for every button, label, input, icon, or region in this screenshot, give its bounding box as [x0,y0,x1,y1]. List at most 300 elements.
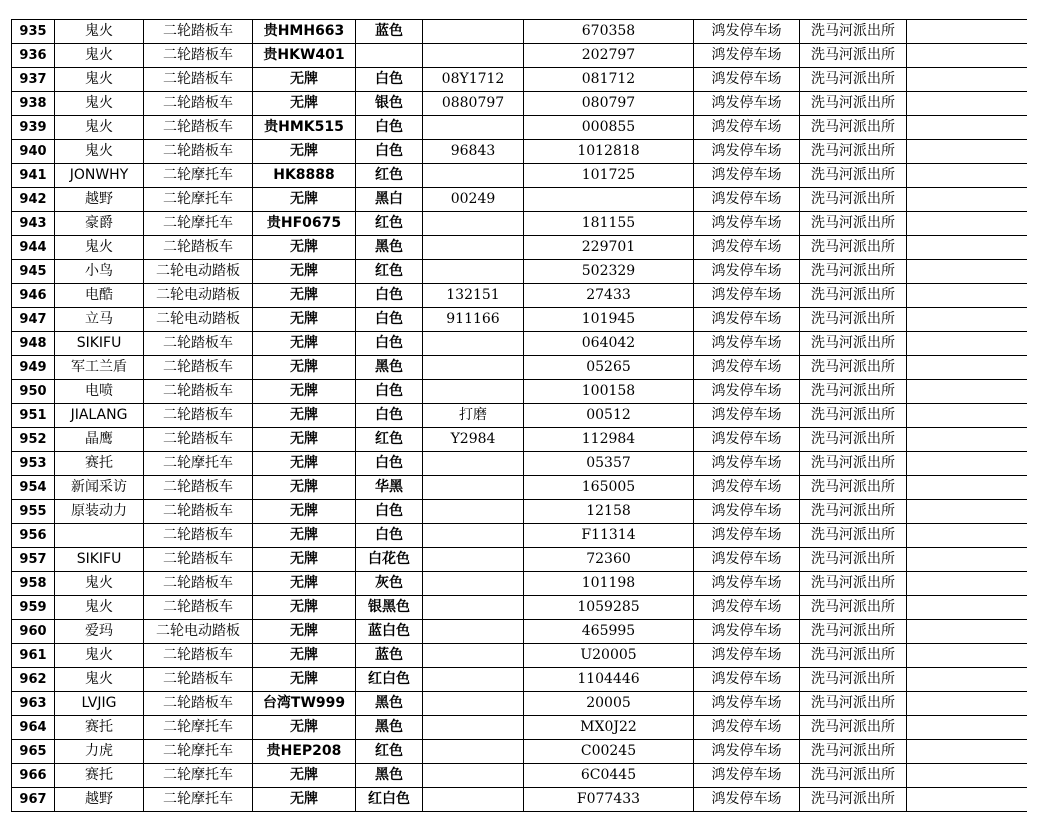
vehicle-type-cell: 二轮踏板车 [144,596,253,620]
table-row [12,44,1027,68]
engine-number-cell [423,116,524,140]
frame-number-cell: 12158 [524,500,694,524]
row-number: 946 [12,284,55,308]
plate-number-cell: 无牌 [253,764,356,788]
row-number: 961 [12,644,55,668]
brand-cell: 爱玛 [55,620,144,644]
row-number: 952 [12,428,55,452]
brand-cell: JIALANG [55,404,144,428]
police-station-cell: 洗马河派出所 [800,548,907,572]
engine-number-cell [423,236,524,260]
plate-number-cell: 台湾TW999 [253,692,356,716]
vehicle-type-cell: 二轮摩托车 [144,164,253,188]
row-number: 949 [12,356,55,380]
brand-cell: 晶鹰 [55,428,144,452]
vehicle-table [11,19,1027,812]
vehicle-type-cell: 二轮踏板车 [144,692,253,716]
frame-number-cell: MX0J22 [524,716,694,740]
table-row [12,116,1027,140]
parking-lot-cell: 鸿发停车场 [694,356,800,380]
plate-number-cell: 无牌 [253,92,356,116]
police-station-cell: 洗马河派出所 [800,332,907,356]
brand-cell: 鬼火 [55,44,144,68]
engine-number-cell [423,668,524,692]
police-station-cell: 洗马河派出所 [800,740,907,764]
police-station-cell: 洗马河派出所 [800,524,907,548]
brand-cell: 小鸟 [55,260,144,284]
brand-cell: 鬼火 [55,644,144,668]
engine-number-cell: 08Y1712 [423,68,524,92]
row-number: 955 [12,500,55,524]
brand-cell: 电喷 [55,380,144,404]
table-row [12,260,1027,284]
table-row [12,740,1027,764]
table-row [12,500,1027,524]
parking-lot-cell: 鸿发停车场 [694,380,800,404]
parking-lot-cell: 鸿发停车场 [694,476,800,500]
table-row [12,404,1027,428]
empty-cell [907,284,1027,308]
engine-number-cell [423,452,524,476]
plate-number-cell: 无牌 [253,572,356,596]
empty-cell [907,476,1027,500]
table-row [12,452,1027,476]
row-number: 951 [12,404,55,428]
color-cell: 黑色 [356,692,423,716]
police-station-cell: 洗马河派出所 [800,620,907,644]
empty-cell [907,716,1027,740]
police-station-cell: 洗马河派出所 [800,788,907,812]
brand-cell: SIKIFU [55,332,144,356]
empty-cell [907,644,1027,668]
parking-lot-cell: 鸿发停车场 [694,428,800,452]
police-station-cell: 洗马河派出所 [800,92,907,116]
table-row [12,92,1027,116]
engine-number-cell [423,572,524,596]
police-station-cell: 洗马河派出所 [800,212,907,236]
parking-lot-cell: 鸿发停车场 [694,92,800,116]
frame-number-cell: 1012818 [524,140,694,164]
police-station-cell: 洗马河派出所 [800,116,907,140]
police-station-cell: 洗马河派出所 [800,764,907,788]
engine-number-cell: 00249 [423,188,524,212]
empty-cell [907,188,1027,212]
vehicle-type-cell: 二轮踏板车 [144,548,253,572]
color-cell: 白色 [356,332,423,356]
color-cell: 白色 [356,140,423,164]
police-station-cell: 洗马河派出所 [800,644,907,668]
parking-lot-cell: 鸿发停车场 [694,260,800,284]
vehicle-type-cell: 二轮电动踏板 [144,284,253,308]
empty-cell [907,164,1027,188]
color-cell: 黑色 [356,236,423,260]
row-number: 957 [12,548,55,572]
empty-cell [907,44,1027,68]
plate-number-cell: 无牌 [253,68,356,92]
plate-number-cell: 无牌 [253,644,356,668]
plate-number-cell: 无牌 [253,188,356,212]
brand-cell: 越野 [55,788,144,812]
parking-lot-cell: 鸿发停车场 [694,692,800,716]
color-cell: 黑色 [356,356,423,380]
brand-cell [55,524,144,548]
empty-cell [907,92,1027,116]
police-station-cell: 洗马河派出所 [800,260,907,284]
frame-number-cell: 181155 [524,212,694,236]
brand-cell: 赛托 [55,764,144,788]
empty-cell [907,116,1027,140]
row-number: 954 [12,476,55,500]
row-number: 947 [12,308,55,332]
police-station-cell: 洗马河派出所 [800,404,907,428]
brand-cell: 赛托 [55,452,144,476]
color-cell: 红色 [356,260,423,284]
plate-number-cell: 无牌 [253,596,356,620]
plate-number-cell: 无牌 [253,476,356,500]
table-row [12,764,1027,788]
empty-cell [907,68,1027,92]
table-row [12,20,1027,44]
row-number: 938 [12,92,55,116]
police-station-cell: 洗马河派出所 [800,452,907,476]
brand-cell: 鬼火 [55,572,144,596]
plate-number-cell: 无牌 [253,500,356,524]
brand-cell: 鬼火 [55,92,144,116]
engine-number-cell [423,212,524,236]
color-cell: 蓝白色 [356,620,423,644]
frame-number-cell: 6C0445 [524,764,694,788]
plate-number-cell: 无牌 [253,404,356,428]
police-station-cell: 洗马河派出所 [800,140,907,164]
police-station-cell: 洗马河派出所 [800,500,907,524]
engine-number-cell [423,548,524,572]
color-cell: 银色 [356,92,423,116]
empty-cell [907,572,1027,596]
frame-number-cell: 081712 [524,68,694,92]
vehicle-type-cell: 二轮踏板车 [144,44,253,68]
vehicle-type-cell: 二轮踏板车 [144,380,253,404]
brand-cell: 新闻采访 [55,476,144,500]
row-number: 958 [12,572,55,596]
table-row [12,572,1027,596]
parking-lot-cell: 鸿发停车场 [694,68,800,92]
vehicle-type-cell: 二轮踏板车 [144,332,253,356]
color-cell: 红色 [356,428,423,452]
parking-lot-cell: 鸿发停车场 [694,548,800,572]
vehicle-type-cell: 二轮摩托车 [144,716,253,740]
color-cell: 黑色 [356,764,423,788]
row-number: 967 [12,788,55,812]
row-number: 942 [12,188,55,212]
vehicle-type-cell: 二轮踏板车 [144,140,253,164]
table-row [12,620,1027,644]
engine-number-cell [423,716,524,740]
frame-number-cell: 27433 [524,284,694,308]
engine-number-cell [423,740,524,764]
color-cell: 白色 [356,404,423,428]
frame-number-cell: 000855 [524,116,694,140]
frame-number-cell: 05357 [524,452,694,476]
row-number: 953 [12,452,55,476]
parking-lot-cell: 鸿发停车场 [694,236,800,260]
color-cell: 白色 [356,116,423,140]
engine-number-cell [423,644,524,668]
color-cell: 红白色 [356,668,423,692]
engine-number-cell [423,44,524,68]
row-number: 950 [12,380,55,404]
vehicle-type-cell: 二轮踏板车 [144,644,253,668]
color-cell: 银黑色 [356,596,423,620]
frame-number-cell: 00512 [524,404,694,428]
parking-lot-cell: 鸿发停车场 [694,572,800,596]
row-number: 965 [12,740,55,764]
engine-number-cell: 打磨 [423,404,524,428]
plate-number-cell: 无牌 [253,332,356,356]
color-cell: 白色 [356,524,423,548]
empty-cell [907,620,1027,644]
vehicle-type-cell: 二轮摩托车 [144,764,253,788]
parking-lot-cell: 鸿发停车场 [694,308,800,332]
frame-number-cell: U20005 [524,644,694,668]
frame-number-cell: 101945 [524,308,694,332]
plate-number-cell: 无牌 [253,548,356,572]
empty-cell [907,740,1027,764]
brand-cell: 鬼火 [55,236,144,260]
empty-cell [907,548,1027,572]
row-number: 948 [12,332,55,356]
police-station-cell: 洗马河派出所 [800,68,907,92]
brand-cell: 电酷 [55,284,144,308]
row-number: 966 [12,764,55,788]
parking-lot-cell: 鸿发停车场 [694,212,800,236]
vehicle-type-cell: 二轮电动踏板 [144,620,253,644]
vehicle-type-cell: 二轮摩托车 [144,188,253,212]
color-cell: 蓝色 [356,644,423,668]
parking-lot-cell: 鸿发停车场 [694,740,800,764]
empty-cell [907,260,1027,284]
police-station-cell: 洗马河派出所 [800,284,907,308]
parking-lot-cell: 鸿发停车场 [694,788,800,812]
brand-cell: LVJIG [55,692,144,716]
frame-number-cell: 165005 [524,476,694,500]
row-number: 959 [12,596,55,620]
row-number: 944 [12,236,55,260]
vehicle-type-cell: 二轮踏板车 [144,668,253,692]
table-row [12,236,1027,260]
parking-lot-cell: 鸿发停车场 [694,188,800,212]
empty-cell [907,500,1027,524]
frame-number-cell: 72360 [524,548,694,572]
empty-cell [907,788,1027,812]
police-station-cell: 洗马河派出所 [800,236,907,260]
engine-number-cell [423,20,524,44]
plate-number-cell: 无牌 [253,284,356,308]
frame-number-cell: 465995 [524,620,694,644]
color-cell [356,44,423,68]
vehicle-type-cell: 二轮踏板车 [144,236,253,260]
brand-cell: 豪爵 [55,212,144,236]
color-cell: 白色 [356,68,423,92]
vehicle-type-cell: 二轮踏板车 [144,476,253,500]
frame-number-cell: 064042 [524,332,694,356]
engine-number-cell: Y2984 [423,428,524,452]
frame-number-cell: 229701 [524,236,694,260]
plate-number-cell: 贵HMH663 [253,20,356,44]
frame-number-cell: 20005 [524,692,694,716]
row-number: 937 [12,68,55,92]
frame-number-cell [524,188,694,212]
row-number: 939 [12,116,55,140]
empty-cell [907,380,1027,404]
parking-lot-cell: 鸿发停车场 [694,644,800,668]
table-row [12,596,1027,620]
parking-lot-cell: 鸿发停车场 [694,500,800,524]
police-station-cell: 洗马河派出所 [800,476,907,500]
row-number: 960 [12,620,55,644]
engine-number-cell [423,476,524,500]
empty-cell [907,428,1027,452]
color-cell: 红色 [356,164,423,188]
table-row [12,788,1027,812]
engine-number-cell [423,164,524,188]
frame-number-cell: 1104446 [524,668,694,692]
police-station-cell: 洗马河派出所 [800,692,907,716]
table-row [12,644,1027,668]
parking-lot-cell: 鸿发停车场 [694,44,800,68]
color-cell: 白色 [356,380,423,404]
parking-lot-cell: 鸿发停车场 [694,164,800,188]
brand-cell: 鬼火 [55,20,144,44]
engine-number-cell: 0880797 [423,92,524,116]
empty-cell [907,356,1027,380]
vehicle-type-cell: 二轮踏板车 [144,428,253,452]
table-row [12,476,1027,500]
row-number: 945 [12,260,55,284]
frame-number-cell: F11314 [524,524,694,548]
vehicle-type-cell: 二轮摩托车 [144,452,253,476]
table-row [12,308,1027,332]
police-station-cell: 洗马河派出所 [800,20,907,44]
empty-cell [907,668,1027,692]
parking-lot-cell: 鸿发停车场 [694,764,800,788]
plate-number-cell: 无牌 [253,452,356,476]
engine-number-cell: 96843 [423,140,524,164]
police-station-cell: 洗马河派出所 [800,308,907,332]
table-row [12,524,1027,548]
row-number: 956 [12,524,55,548]
brand-cell: 力虎 [55,740,144,764]
color-cell: 黑色 [356,716,423,740]
vehicle-type-cell: 二轮摩托车 [144,788,253,812]
row-number: 963 [12,692,55,716]
plate-number-cell: 无牌 [253,524,356,548]
parking-lot-cell: 鸿发停车场 [694,284,800,308]
empty-cell [907,452,1027,476]
brand-cell: 鬼火 [55,68,144,92]
empty-cell [907,764,1027,788]
color-cell: 黑白 [356,188,423,212]
brand-cell: 原装动力 [55,500,144,524]
row-number: 936 [12,44,55,68]
frame-number-cell: 05265 [524,356,694,380]
engine-number-cell [423,764,524,788]
empty-cell [907,692,1027,716]
row-number: 940 [12,140,55,164]
police-station-cell: 洗马河派出所 [800,716,907,740]
vehicle-type-cell: 二轮摩托车 [144,212,253,236]
plate-number-cell: 无牌 [253,260,356,284]
police-station-cell: 洗马河派出所 [800,188,907,212]
color-cell: 灰色 [356,572,423,596]
engine-number-cell [423,332,524,356]
empty-cell [907,596,1027,620]
color-cell: 白色 [356,284,423,308]
brand-cell: 越野 [55,188,144,212]
plate-number-cell: 无牌 [253,428,356,452]
brand-cell: JONWHY [55,164,144,188]
table-row [12,428,1027,452]
empty-cell [907,404,1027,428]
engine-number-cell: 132151 [423,284,524,308]
row-number: 964 [12,716,55,740]
table-row [12,692,1027,716]
police-station-cell: 洗马河派出所 [800,572,907,596]
frame-number-cell: 670358 [524,20,694,44]
color-cell: 蓝色 [356,20,423,44]
frame-number-cell: F077433 [524,788,694,812]
empty-cell [907,140,1027,164]
parking-lot-cell: 鸿发停车场 [694,404,800,428]
empty-cell [907,308,1027,332]
table-row [12,356,1027,380]
table-row [12,68,1027,92]
frame-number-cell: 080797 [524,92,694,116]
empty-cell [907,236,1027,260]
police-station-cell: 洗马河派出所 [800,596,907,620]
brand-cell: 鬼火 [55,140,144,164]
engine-number-cell [423,596,524,620]
plate-number-cell: 无牌 [253,668,356,692]
brand-cell: 军工兰盾 [55,356,144,380]
row-number: 943 [12,212,55,236]
color-cell: 白花色 [356,548,423,572]
table-row [12,332,1027,356]
vehicle-type-cell: 二轮踏板车 [144,404,253,428]
table-row [12,212,1027,236]
vehicle-type-cell: 二轮踏板车 [144,68,253,92]
plate-number-cell: 贵HEP208 [253,740,356,764]
table-row [12,284,1027,308]
color-cell: 红色 [356,740,423,764]
engine-number-cell [423,500,524,524]
table-row [12,548,1027,572]
row-number: 962 [12,668,55,692]
color-cell: 红色 [356,212,423,236]
vehicle-type-cell: 二轮踏板车 [144,116,253,140]
engine-number-cell [423,380,524,404]
table-row [12,380,1027,404]
engine-number-cell [423,524,524,548]
color-cell: 红白色 [356,788,423,812]
frame-number-cell: 101198 [524,572,694,596]
vehicle-type-cell: 二轮踏板车 [144,92,253,116]
engine-number-cell [423,620,524,644]
vehicle-type-cell: 二轮踏板车 [144,20,253,44]
engine-number-cell: 911166 [423,308,524,332]
police-station-cell: 洗马河派出所 [800,380,907,404]
frame-number-cell: 112984 [524,428,694,452]
plate-number-cell: 无牌 [253,356,356,380]
